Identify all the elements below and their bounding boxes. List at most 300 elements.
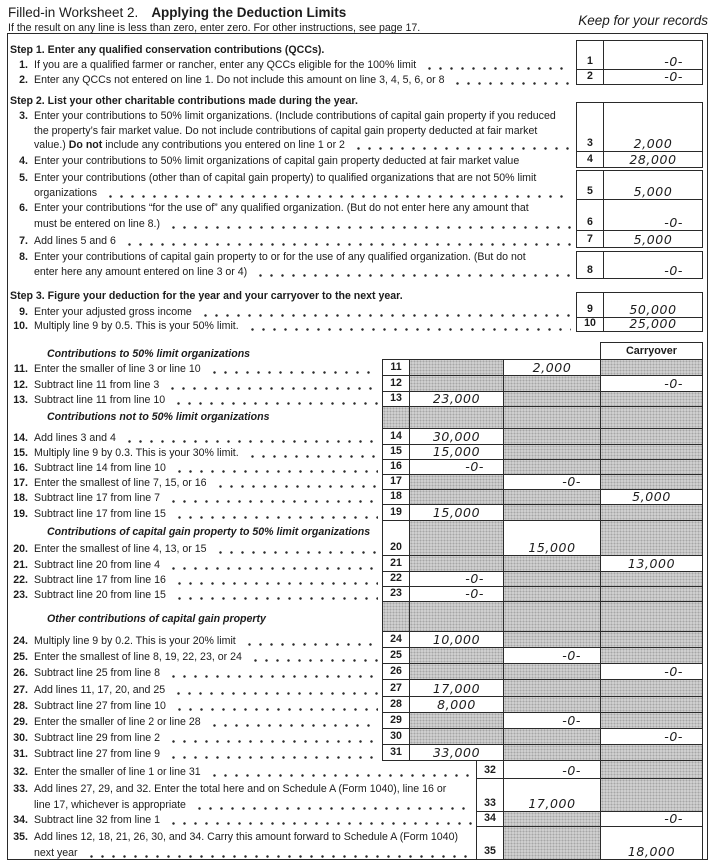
line-13-box-number: 13	[390, 392, 402, 404]
line-text-run: value.)	[34, 139, 69, 151]
line-28-mid-shaded-cell	[503, 696, 601, 713]
line-33-number-cell	[476, 778, 504, 812]
line-17-left-shaded-cell	[409, 474, 504, 490]
line-18-left-shaded-cell	[409, 489, 504, 505]
line-14-text	[6, 431, 380, 445]
line-16-number-cell	[382, 459, 410, 475]
line-text: Subtract line 20 from line 15	[34, 589, 166, 601]
line-2-text	[6, 73, 573, 87]
line-18-mid-shaded-cell	[503, 489, 601, 505]
line-34-number: 34.	[13, 814, 28, 826]
line-13-value: 23,000	[432, 391, 481, 406]
line-15-left-amount-cell	[409, 444, 504, 460]
line-24-number: 24.	[13, 635, 28, 647]
line-text: Enter the smaller of line 1 or line 31	[34, 766, 201, 778]
line-2-number-cell	[576, 69, 604, 85]
line-text: organizations	[34, 187, 98, 199]
line-text: If you are a qualified farmer or rancher, enter any QCCs eligible for the 100% limit	[34, 59, 417, 71]
line-5-number: 5.	[19, 172, 28, 184]
dot-leader	[167, 386, 378, 391]
line-2-amount-cell	[603, 69, 703, 85]
dot-leader	[174, 707, 378, 712]
dot-leader	[174, 515, 378, 520]
line-11-carryover-shaded-cell	[600, 359, 703, 376]
line-30-box-number: 30	[390, 730, 402, 742]
line-l35b-text	[6, 846, 474, 860]
line-28-box-number: 28	[390, 698, 402, 710]
line-22-text	[6, 573, 380, 587]
worksheet-title: Applying the Deduction Limits	[151, 5, 347, 20]
line-30-carryover-amount-cell	[600, 728, 703, 745]
line-16-carryover-shaded-cell	[600, 459, 703, 475]
line-13-number: 13.	[13, 394, 28, 406]
line-30-mid-shaded-cell	[503, 728, 601, 745]
line-21-box-number: 21	[390, 557, 402, 569]
line-12-number-cell	[382, 375, 410, 392]
line-text: Subtract line 17 from line 15	[34, 508, 166, 520]
line-6-text	[6, 201, 573, 215]
line-15-number: 15.	[13, 447, 28, 459]
dot-leader	[168, 566, 378, 571]
line-text: Enter your contributions to 50% limit organizations of capital gain property deducted at fair market value	[34, 155, 520, 167]
line-20-box-number: 20	[390, 541, 402, 553]
section-band-cell	[382, 601, 410, 632]
line-text: Multiply line 9 by 0.3. This is your 30% limit.	[34, 447, 239, 459]
dot-leader	[86, 854, 472, 859]
line-21-mid-shaded-cell	[503, 555, 601, 572]
line-31-value: 33,000	[432, 745, 481, 760]
line-l6b-text	[6, 217, 573, 231]
line-1-value: -0-	[664, 54, 683, 69]
section-band-cell	[600, 406, 703, 429]
line-24-mid-shaded-cell	[503, 631, 601, 648]
line-22-left-amount-cell	[409, 571, 504, 587]
line-34-box-number: 34	[484, 812, 496, 824]
line-7-number-cell	[576, 230, 604, 248]
line-text: Subtract line 11 from line 3	[34, 379, 160, 391]
line-31-box-number: 31	[390, 746, 402, 758]
line-5-value: 5,000	[633, 184, 673, 199]
line-12-mid-shaded-cell	[503, 375, 601, 392]
line-l3c-text	[6, 138, 573, 152]
line-11-mid-amount-cell	[503, 359, 601, 376]
line-3-box-number: 3	[587, 137, 593, 149]
line-22-number-cell	[382, 571, 410, 587]
line-32-mid-amount-cell	[503, 760, 601, 779]
line-text: Add lines 5 and 6	[34, 235, 116, 247]
dot-leader	[247, 327, 571, 332]
dot-leader	[209, 370, 378, 375]
section-header-hdrA	[47, 347, 377, 361]
line-12-left-shaded-cell	[409, 375, 504, 392]
line-21-text	[6, 558, 380, 572]
line-16-number: 16.	[13, 462, 28, 474]
line-11-box-number: 11	[390, 361, 402, 373]
line-8-box-number: 8	[587, 264, 593, 276]
line-31-carryover-shaded-cell	[600, 744, 703, 761]
line-35-number: 35.	[13, 831, 28, 843]
line-text: Enter your contributions (other than of capital gain property) to qualified organizations that are not 50% limit	[34, 172, 537, 184]
worksheet-label: Filled-in Worksheet 2.	[8, 5, 139, 20]
heading-text: Step 2. List your other charitable contributions made during the year.	[10, 95, 358, 107]
dot-leader	[174, 596, 378, 601]
line-6-number-cell	[576, 199, 604, 231]
line-l8b-text	[6, 265, 573, 279]
line-text: Multiply line 9 by 0.5. This is your 50% limit.	[34, 320, 239, 332]
line-25-value: -0-	[562, 648, 581, 663]
line-20-number-cell	[382, 520, 410, 556]
line-23-carryover-shaded-cell	[600, 586, 703, 602]
line-text: Enter the smallest of line 7, 15, or 16	[34, 477, 207, 489]
line-4-number-cell	[576, 151, 604, 168]
carryover-column-header: Carryover	[600, 342, 703, 360]
line-5-box-number: 5	[587, 185, 593, 197]
dot-leader	[168, 674, 378, 679]
line-24-text	[6, 634, 380, 648]
line-text: Subtract line 17 from line 7	[34, 492, 161, 504]
line-3-text	[6, 109, 573, 123]
dot-leader	[168, 821, 472, 826]
line-16-mid-shaded-cell	[503, 459, 601, 475]
line-text: Add lines 27, 29, and 32. Enter the total here and on Schedule A (Form 1040), line 16 or	[34, 783, 447, 795]
line-l33b-text	[6, 798, 474, 812]
line-14-box-number: 14	[390, 430, 402, 442]
line-15-box-number: 15	[390, 445, 402, 457]
step-heading-step1	[10, 43, 570, 57]
line-text: Enter your contributions “for the use of” any qualified organization. (But do not enter here any amount that	[34, 202, 529, 214]
line-18-value: 5,000	[632, 489, 671, 504]
line-10-box-number: 10	[584, 317, 596, 329]
line-15-mid-shaded-cell	[503, 444, 601, 460]
line-30-number-cell	[382, 728, 410, 745]
line-10-amount-cell	[603, 317, 703, 332]
line-20-carryover-shaded-cell	[600, 520, 703, 556]
line-28-number: 28.	[13, 700, 28, 712]
line-28-text	[6, 699, 380, 713]
line-24-carryover-shaded-cell	[600, 631, 703, 648]
section-header-hdrC	[47, 525, 377, 539]
line-23-value: -0-	[465, 586, 484, 601]
dot-leader	[194, 806, 472, 811]
line-14-carryover-shaded-cell	[600, 428, 703, 445]
line-24-value: 10,000	[432, 632, 481, 647]
line-27-left-amount-cell	[409, 679, 504, 697]
line-35-text	[6, 830, 474, 844]
line-9-number: 9.	[19, 306, 28, 318]
heading-text: Contributions not to 50% limit organizations	[47, 411, 270, 423]
line-34-carryover-amount-cell	[600, 811, 703, 827]
line-text: Subtract line 14 from line 10	[34, 462, 166, 474]
line-1-box-number: 1	[587, 55, 593, 67]
dot-leader	[173, 691, 378, 696]
line-11-value: 2,000	[532, 360, 572, 375]
line-34-mid-shaded-cell	[503, 811, 601, 827]
line-18-text	[6, 491, 380, 505]
line-14-left-amount-cell	[409, 428, 504, 445]
line-2-box-number: 2	[587, 70, 593, 82]
line-29-value: -0-	[562, 713, 581, 728]
line-31-left-amount-cell	[409, 744, 504, 761]
line-13-mid-shaded-cell	[503, 391, 601, 407]
line-18-number-cell	[382, 489, 410, 505]
line-26-left-shaded-cell	[409, 663, 504, 680]
line-35-box-number: 35	[484, 845, 496, 857]
line-26-number-cell	[382, 663, 410, 680]
line-text: Subtract line 29 from line 2	[34, 732, 161, 744]
line-21-number-cell	[382, 555, 410, 572]
line-25-box-number: 25	[390, 649, 402, 661]
keep-note-text: Keep for your records	[578, 13, 708, 28]
line-8-number-cell	[576, 251, 604, 279]
line-28-number-cell	[382, 696, 410, 713]
line-4-text	[6, 154, 573, 168]
line-6-number: 6.	[19, 202, 28, 214]
line-25-number-cell	[382, 647, 410, 664]
page-title	[8, 5, 346, 20]
line-33-value: 17,000	[528, 796, 576, 811]
dot-leader	[424, 66, 571, 71]
line-15-text	[6, 446, 380, 460]
line-1-text	[6, 58, 573, 72]
line-text: line 17, whichever is appropriate	[34, 799, 186, 811]
dot-leader	[215, 484, 378, 489]
line-text: Multiply line 9 by 0.2. This is your 20% limit	[34, 635, 236, 647]
line-8-text	[6, 250, 573, 264]
line-11-number: 11.	[13, 363, 28, 375]
line-25-text	[6, 650, 380, 664]
line-9-amount-cell	[603, 292, 703, 318]
line-10-number-cell	[576, 317, 604, 332]
line-12-carryover-amount-cell	[600, 375, 703, 392]
line-7-value: 5,000	[633, 232, 673, 247]
dot-leader	[124, 242, 571, 247]
line-24-box-number: 24	[390, 633, 402, 645]
line-33-text	[6, 782, 474, 796]
line-15-number-cell	[382, 444, 410, 460]
section-header-hdrB	[47, 410, 377, 424]
line-22-mid-shaded-cell	[503, 571, 601, 587]
line-35-carryover-amount-cell	[600, 826, 703, 860]
line-31-number-cell	[382, 744, 410, 761]
line-18-box-number: 18	[390, 490, 402, 502]
line-text: the property’s fair market value. Do not include contributions of capital gain property deducted at fair market	[34, 125, 538, 137]
dot-leader	[174, 469, 378, 474]
line-9-number-cell	[576, 292, 604, 318]
line-7-box-number: 7	[587, 233, 593, 245]
line-23-box-number: 23	[390, 587, 402, 599]
section-band-cell	[382, 406, 410, 429]
line-29-left-shaded-cell	[409, 712, 504, 729]
line-20-mid-amount-cell	[503, 520, 601, 556]
line-4-number: 4.	[19, 155, 28, 167]
line-34-value: -0-	[664, 811, 683, 826]
line-28-left-amount-cell	[409, 696, 504, 713]
line-31-mid-shaded-cell	[503, 744, 601, 761]
line-19-box-number: 19	[390, 506, 402, 518]
line-27-value: 17,000	[432, 681, 481, 696]
line-19-number-cell	[382, 504, 410, 521]
line-4-box-number: 4	[587, 153, 593, 165]
line-7-number: 7.	[19, 235, 28, 247]
line-text	[34, 139, 345, 152]
dot-leader	[209, 773, 472, 778]
line-21-carryover-amount-cell	[600, 555, 703, 572]
line-19-left-amount-cell	[409, 504, 504, 521]
line-18-number: 18.	[13, 492, 28, 504]
line-text: Subtract line 27 from line 10	[34, 700, 166, 712]
line-35-number-cell	[476, 826, 504, 860]
line-29-number: 29.	[13, 716, 28, 728]
emphasis-text: Do not	[68, 139, 103, 151]
dot-leader	[353, 146, 571, 151]
line-3-amount-cell	[603, 102, 703, 152]
section-band-cell	[503, 406, 601, 429]
line-6-amount-cell	[603, 199, 703, 231]
line-15-carryover-shaded-cell	[600, 444, 703, 460]
dot-leader	[174, 581, 378, 586]
dot-leader	[105, 194, 571, 199]
step-heading-step3	[10, 289, 570, 303]
line-6-box-number: 6	[587, 216, 593, 228]
line-19-value: 15,000	[432, 505, 481, 520]
line-16-text	[6, 461, 380, 475]
line-22-number: 22.	[13, 574, 28, 586]
line-22-box-number: 22	[390, 572, 402, 584]
line-24-number-cell	[382, 631, 410, 648]
line-31-text	[6, 747, 380, 761]
line-29-carryover-shaded-cell	[600, 712, 703, 729]
line-23-number-cell	[382, 586, 410, 602]
line-text: Subtract line 27 from line 9	[34, 748, 161, 760]
line-32-text	[6, 765, 474, 779]
line-27-box-number: 27	[390, 682, 402, 694]
line-12-text	[6, 378, 380, 392]
dot-leader	[209, 723, 378, 728]
dot-leader	[215, 550, 378, 555]
line-4-amount-cell	[603, 151, 703, 168]
line-1-number-cell	[576, 40, 604, 70]
line-1-number: 1.	[19, 59, 28, 71]
line-8-value: -0-	[664, 263, 683, 278]
dot-leader	[168, 499, 378, 504]
line-27-number: 27.	[13, 684, 28, 696]
line-10-value: 25,000	[629, 316, 677, 331]
line-16-left-amount-cell	[409, 459, 504, 475]
line-32-box-number: 32	[484, 764, 496, 776]
line-17-carryover-shaded-cell	[600, 474, 703, 490]
line-text: Enter your contributions of capital gain property to or for the use of any qualified organization. (But do not	[34, 251, 526, 263]
line-30-text	[6, 731, 380, 745]
line-12-number: 12.	[13, 379, 28, 391]
dot-leader	[452, 81, 571, 86]
line-9-box-number: 9	[587, 303, 593, 315]
line-24-left-amount-cell	[409, 631, 504, 648]
line-25-left-shaded-cell	[409, 647, 504, 664]
line-5-text	[6, 171, 573, 185]
line-11-left-shaded-cell	[409, 359, 504, 376]
line-25-carryover-shaded-cell	[600, 647, 703, 664]
line-text: Subtract line 25 from line 8	[34, 667, 161, 679]
heading-text: Contributions to 50% limit organizations	[47, 348, 251, 360]
line-26-mid-shaded-cell	[503, 663, 601, 680]
line-6-value: -0-	[664, 215, 683, 230]
dot-leader	[255, 273, 571, 278]
line-text: Add lines 3 and 4	[34, 432, 116, 444]
line-20-value: 15,000	[528, 540, 576, 555]
line-14-number-cell	[382, 428, 410, 445]
line-13-left-amount-cell	[409, 391, 504, 407]
line-35-value: 18,000	[627, 844, 676, 859]
line-17-text	[6, 476, 380, 490]
line-15-value: 15,000	[432, 444, 481, 459]
line-22-value: -0-	[465, 571, 484, 586]
line-5-number-cell	[576, 170, 604, 200]
line-1-amount-cell	[603, 40, 703, 70]
line-5-amount-cell	[603, 170, 703, 200]
line-12-value: -0-	[664, 376, 683, 391]
line-text: must be entered on line 8.)	[34, 218, 161, 230]
line-33-number: 33.	[13, 783, 28, 795]
line-26-number: 26.	[13, 667, 28, 679]
section-band-cell	[409, 406, 504, 429]
worksheet-subtitle: If the result on any line is less than zero, enter zero. For other instructions, see page 17.	[8, 22, 421, 34]
line-text-run: include any contributions you entered on line 1 or 2	[102, 139, 345, 151]
line-13-text	[6, 393, 380, 407]
line-14-number: 14.	[13, 432, 28, 444]
line-text: Subtract line 32 from line 1	[34, 814, 161, 826]
line-text: enter here any amount entered on line 3 or 4)	[34, 266, 248, 278]
line-23-mid-shaded-cell	[503, 586, 601, 602]
line-34-text	[6, 813, 474, 827]
line-13-number-cell	[382, 391, 410, 407]
line-18-carryover-amount-cell	[600, 489, 703, 505]
line-20-number: 20.	[13, 543, 28, 555]
line-30-number: 30.	[13, 732, 28, 744]
line-21-value: 13,000	[627, 556, 676, 571]
line-11-text	[6, 362, 380, 376]
line-3-number-cell	[576, 102, 604, 152]
line-17-number: 17.	[13, 477, 28, 489]
line-text: Add lines 11, 17, 20, and 25	[34, 684, 166, 696]
line-20-left-shaded-cell	[409, 520, 504, 556]
line-27-carryover-shaded-cell	[600, 679, 703, 697]
dot-leader	[250, 658, 378, 663]
heading-text: Step 1. Enter any qualified conservation contributions (QCCs).	[10, 44, 325, 56]
line-27-mid-shaded-cell	[503, 679, 601, 697]
line-17-box-number: 17	[390, 475, 402, 487]
line-29-number-cell	[382, 712, 410, 729]
line-12-box-number: 12	[390, 377, 402, 389]
dot-leader	[247, 454, 378, 459]
line-23-left-amount-cell	[409, 586, 504, 602]
line-33-carryover-shaded-cell	[600, 778, 703, 812]
line-20-text	[6, 542, 380, 556]
line-33-mid-amount-cell	[503, 778, 601, 812]
line-10-number: 10.	[13, 320, 28, 332]
line-28-carryover-shaded-cell	[600, 696, 703, 713]
line-text: Subtract line 17 from line 16	[34, 574, 166, 586]
line-21-left-shaded-cell	[409, 555, 504, 572]
line-text: Add lines 12, 18, 21, 26, 30, and 34. Carry this amount forward to Schedule A (Form 1040)	[34, 831, 458, 843]
line-30-left-shaded-cell	[409, 728, 504, 745]
line-27-text	[6, 683, 380, 697]
line-16-value: -0-	[465, 459, 484, 474]
dot-leader	[173, 401, 378, 406]
line-text: Enter the smallest of line 4, 13, or 15	[34, 543, 207, 555]
line-30-value: -0-	[664, 729, 683, 744]
line-11-number-cell	[382, 359, 410, 376]
heading-text: Other contributions of capital gain property	[47, 613, 266, 625]
